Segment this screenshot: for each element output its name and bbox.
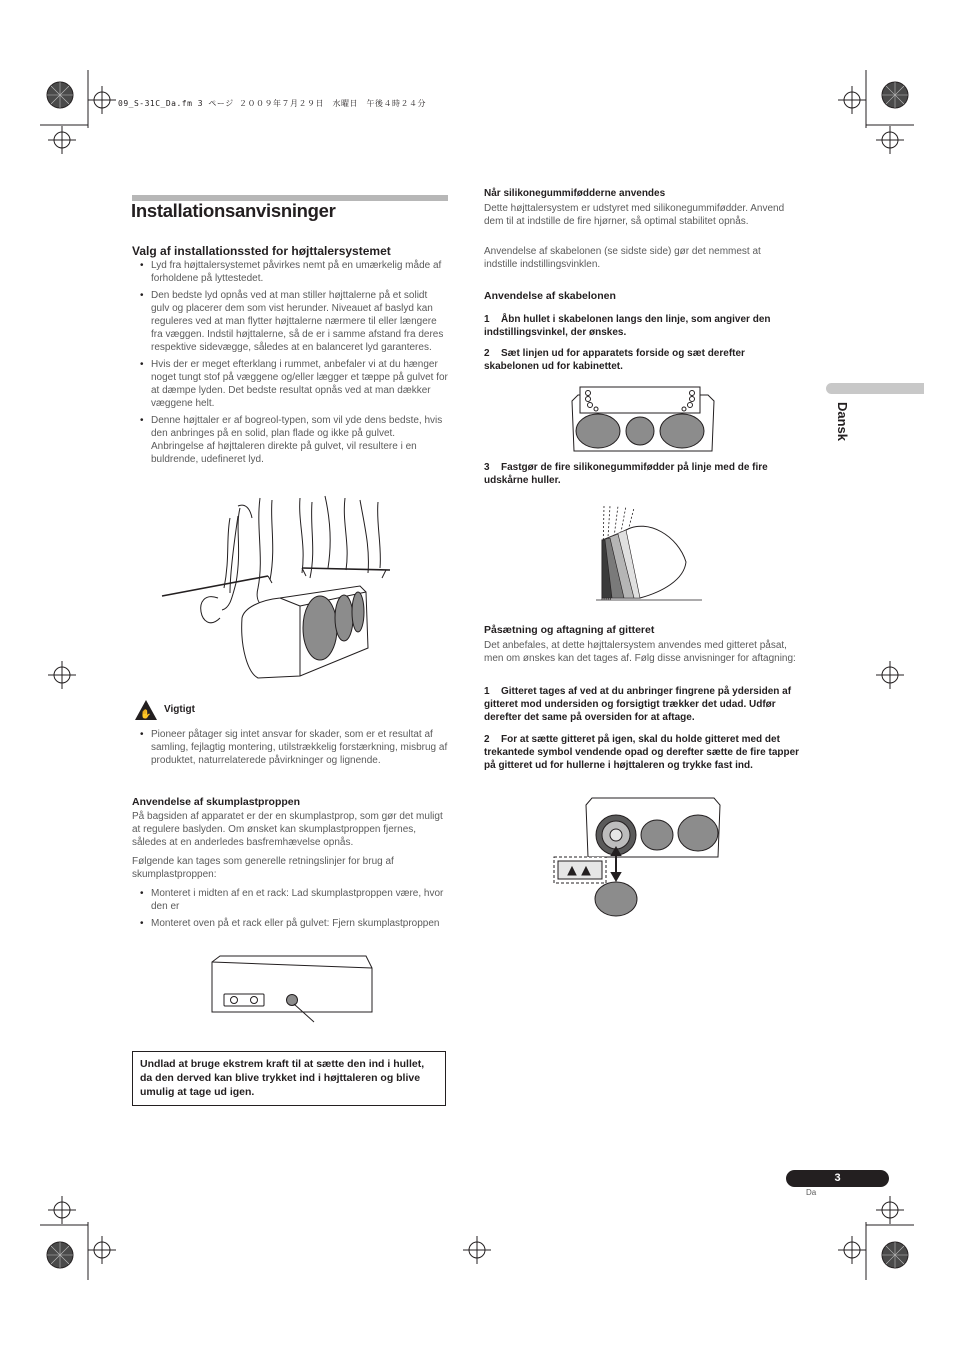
svg-text:✋: ✋ <box>140 710 152 720</box>
silicone-feet-paragraph: Dette højttalersystem er udstyret med silikonegummifødder. Anvend dem til at indstille de fire hjørner, så optimal stabilitet opnås. <box>484 203 785 227</box>
list-item: • Denne højttaler er af bogreol-typen, som vil yde dens bedste, hvis den anbringes på en solid, plan flade og ikke på gulvet. Anbringelse af højttaleren direkte på gulvet, vil resultere i en buldrende, udefineret lyd. <box>132 414 448 466</box>
silicone-feet-heading: Når silikonegummifødderne anvendes <box>484 188 666 199</box>
step-number: 1 <box>484 314 490 325</box>
list-item: • Pioneer påtager sig intet ansvar for skader, som er et resultat af samling, fejlagtig montering, utilstrækkelig forstærkning, misbrug af produktet, naturrelaterede påvirkninger og lignende. <box>132 728 448 767</box>
warning-icon <box>134 699 158 721</box>
tilt-angle-illustration <box>596 500 706 604</box>
print-header-line: 09_S-31C_Da.fm 3 ページ ２００９年７月２９日 水曜日 午後４時２４分 <box>118 99 427 108</box>
template-step-2 <box>484 347 800 373</box>
silicone-feet-template-note: Anvendelse af skabelonen (se sidste side) gør det nemmest at indstille indstillingsvinklen. <box>484 246 761 270</box>
step-text: Sæt linjen ud for apparatets forside og sæt derefter skabelonen ud for kabinettet. <box>484 348 745 373</box>
template-step-3 <box>484 461 800 487</box>
step-number: 1 <box>484 686 490 697</box>
step-text: For at sætte gitteret på igen, skal du holde gitteret med det trekantede symbol vendende opad og derefter sætte de fire tapper på gitteret ud for hullerne i højttaleren og trykke fast ind. <box>484 734 800 772</box>
grille-paragraph: Det anbefales, at dette højttalersystem anvendes med gitteret påsat, men om ønskes kan det tages af. Følg disse anvisninger for aftagning: <box>484 640 796 664</box>
foam-plug-guidelines: Følgende kan tages som generelle retningslinjer for brug af skumplastproppen: <box>132 856 394 880</box>
page-language-code: Da <box>806 1188 817 1197</box>
grille-heading: Påsætning og aftagning af gitteret <box>484 624 655 636</box>
language-tab-label: Dansk <box>835 402 850 442</box>
list-item: • Hvis der er meget efterklang i rummet, anbefaler vi at du hænger noget tungt stof på væggene og/eller lægger et tæppe på gulvet for at dæmpe lyden. Det bedste resultat opnås ved at man dækker væggene helt. <box>132 358 448 410</box>
step-number: 2 <box>484 348 490 359</box>
list-item: • Den bedste lyd opnås ved at man stiller højttalerne på et solidt gulv og placerer dem som vist herunder. Niveauet af baslyd kan reguleres ved at man flytter højttalerne nærmere til eller længere fra væggen. Indstil højttalerne, så de er i samme afstand fra deres respektive sidevægge, således at en balanceret lyd garanteres. <box>132 289 448 354</box>
room-placement-illustration <box>160 488 430 683</box>
template-heading: Anvendelse af skabelonen <box>484 290 616 302</box>
foam-plug-heading: Anvendelse af skumplastproppen <box>132 796 301 808</box>
list-item: • Monteret oven på et rack eller på gulvet: Fjern skumplastproppen <box>132 917 448 930</box>
foam-plug-paragraph: På bagsiden af apparatet er der en skumplastprop, som gør det muligt at regulere baslyden. Om ønsket kan skumplastproppen fjernes, således at en anderledes basfremhævelse opnås. <box>132 811 443 848</box>
placement-bullet-list <box>132 259 448 470</box>
section-heading-placement: Valg af installationssted for højttalersystemet <box>132 244 391 258</box>
grille-attach-illustration <box>550 795 725 920</box>
page-title: Installationsanvisninger <box>131 200 336 221</box>
list-item: • Monteret i midten af en et rack: Lad skumplastproppen være, hvor den er <box>132 887 448 913</box>
step-number: 3 <box>484 462 490 473</box>
step-text: Gitteret tages af ved at du anbringer fingrene på ydersiden af gitteret mod undersiden og forsigtigt trækker det udad. Udfør derefter det same på oversiden for at aftage. <box>484 686 792 724</box>
speaker-back-illustration <box>208 952 378 1027</box>
step-text: Åbn hullet i skabelonen langs den linje, som angiver den indstillingsvinkel, der ønskes. <box>484 314 771 339</box>
list-item: • Lyd fra højttalersystemet påvirkes nemt på en umærkelig måde af forholdene på lyttestedet. <box>132 259 448 285</box>
template-step-1 <box>484 313 800 339</box>
warning-box: Undlad at bruge ekstrem kraft til at sætte den ind i hullet, da den derved kan blive trykket ind i højttaleren og blive umulig at tage ud igen. <box>132 1051 446 1106</box>
language-tab-bar <box>826 383 924 394</box>
step-text: Fastgør de fire silikonegummifødder på linje med de fire udskårne huller. <box>484 462 768 487</box>
foam-bullet-list <box>132 887 448 934</box>
step-number: 2 <box>484 734 490 745</box>
template-on-speaker-illustration <box>568 385 718 455</box>
important-bullet-list <box>132 728 448 771</box>
grille-step-1 <box>484 685 800 725</box>
important-label: Vigtigt <box>164 704 195 715</box>
page-number: 3 <box>786 1170 889 1187</box>
grille-step-2 <box>484 733 800 773</box>
